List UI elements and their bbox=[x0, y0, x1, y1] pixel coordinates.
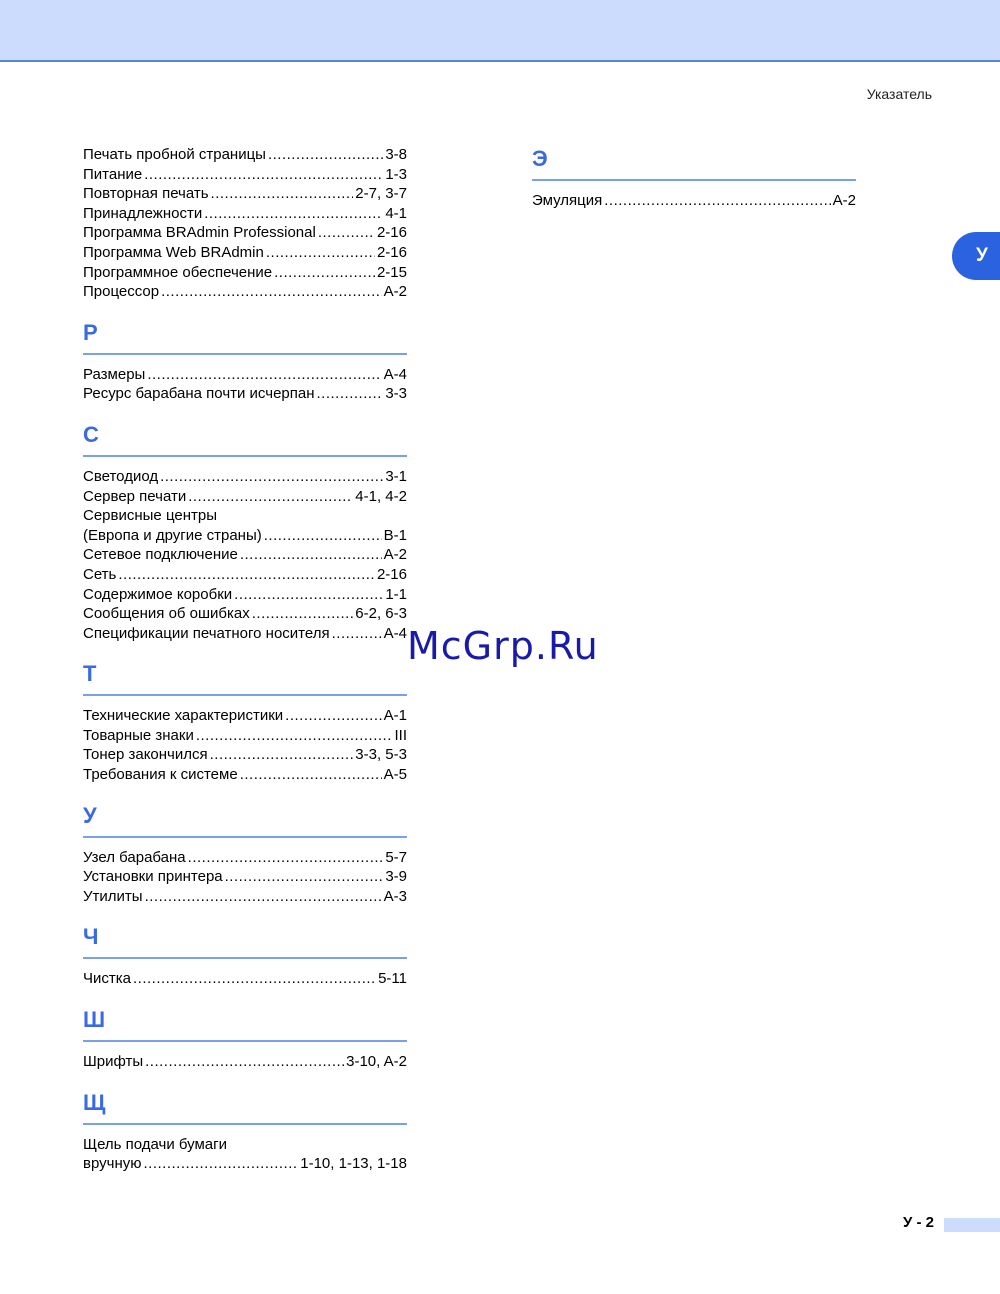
section-letter-heading: Э bbox=[532, 145, 856, 181]
dot-leader bbox=[160, 467, 383, 487]
index-section bbox=[83, 1006, 407, 1072]
index-entry[interactable] bbox=[83, 365, 407, 385]
index-entry-term: Эмуляция bbox=[532, 192, 603, 209]
index-entry-term: Сервер печати bbox=[83, 487, 187, 505]
index-entry-page: 2-7, 3-7 bbox=[355, 185, 407, 203]
index-entry-page: A-2 bbox=[383, 283, 407, 301]
index-entry-page: 3-9 bbox=[385, 868, 407, 886]
section-letter-heading: Т bbox=[83, 660, 407, 696]
dot-leader bbox=[264, 526, 382, 546]
index-entry-term: Программа BRAdmin Professional bbox=[83, 224, 316, 242]
index-entry-term: Сеть bbox=[83, 565, 117, 583]
dot-leader bbox=[252, 604, 354, 624]
index-entry-page: 1-1 bbox=[385, 585, 407, 603]
index-entry-term: Спецификации печатного носителя bbox=[83, 624, 330, 642]
index-entry[interactable] bbox=[83, 745, 407, 765]
index-entry-page: 2-16 bbox=[376, 243, 407, 261]
index-entry-page: 5-7 bbox=[385, 848, 407, 866]
index-entry-term: Товарные знаки bbox=[83, 726, 194, 744]
index-entry-page: 2-16 bbox=[376, 224, 407, 242]
index-entry[interactable] bbox=[532, 191, 856, 211]
index-entry-page: A-2 bbox=[832, 192, 856, 209]
index-entry[interactable] bbox=[83, 184, 407, 204]
dot-leader bbox=[210, 745, 354, 765]
index-entry-term: Установки принтера bbox=[83, 868, 223, 886]
watermark: McGrp.Ru bbox=[407, 624, 599, 668]
dot-leader bbox=[211, 184, 354, 204]
index-entry[interactable] bbox=[83, 1135, 407, 1155]
index-entry-term: Программа Web BRAdmin bbox=[83, 243, 264, 261]
dot-leader bbox=[144, 165, 383, 185]
dot-leader bbox=[118, 565, 375, 585]
index-entry-term: Требования к системе bbox=[83, 766, 238, 784]
index-entry-term: (Европа и другие страны) bbox=[83, 526, 262, 544]
index-sections bbox=[83, 319, 407, 1174]
index-entry-page: 3-1 bbox=[385, 467, 407, 485]
running-header-title: Указатель bbox=[866, 86, 932, 102]
index-entry-page: 2-16 bbox=[376, 565, 407, 583]
dot-leader bbox=[240, 765, 382, 785]
index-entry[interactable] bbox=[83, 145, 407, 165]
index-entry-term: Светодиод bbox=[83, 467, 159, 485]
index-entry[interactable] bbox=[83, 887, 407, 907]
index-entry[interactable] bbox=[83, 165, 407, 185]
index-entry[interactable] bbox=[83, 526, 407, 546]
index-entry-term: Программное обеспечение bbox=[83, 263, 273, 281]
dot-leader bbox=[240, 545, 382, 565]
index-entry[interactable] bbox=[83, 545, 407, 565]
dot-leader bbox=[196, 726, 393, 746]
index-entry[interactable] bbox=[83, 565, 407, 585]
index-entry-term: Щель подачи бумаги bbox=[83, 1135, 228, 1153]
index-entry-term: Чистка bbox=[83, 970, 131, 988]
dot-leader bbox=[332, 624, 382, 644]
dot-leader bbox=[225, 867, 384, 887]
index-entry-page: B-1 bbox=[383, 526, 407, 544]
index-entry-page: III bbox=[394, 726, 407, 744]
dot-leader bbox=[274, 263, 375, 283]
dot-leader bbox=[268, 145, 383, 165]
index-section bbox=[83, 923, 407, 989]
dot-leader bbox=[145, 887, 382, 907]
dot-leader bbox=[204, 204, 383, 224]
index-entry[interactable] bbox=[83, 969, 407, 989]
index-section bbox=[83, 660, 407, 784]
index-entry-term: Технические характеристики bbox=[83, 707, 284, 725]
index-entry-term: Сообщения об ошибках bbox=[83, 605, 250, 623]
index-entry-term: Печать пробной страницы bbox=[83, 146, 266, 163]
page-number: У - 2 bbox=[903, 1214, 935, 1231]
index-entry[interactable] bbox=[83, 204, 407, 224]
index-entry-term: Сервисные центры bbox=[83, 507, 217, 525]
index-entry-term: Ресурс барабана почти исчерпан bbox=[83, 385, 315, 403]
index-entry-term: Узел барабана bbox=[83, 848, 186, 866]
index-entry[interactable] bbox=[83, 867, 407, 887]
index-entry-page: A-4 bbox=[383, 624, 407, 642]
index-column-left bbox=[83, 145, 407, 1174]
index-entry-page: 4-1, 4-2 bbox=[355, 487, 407, 505]
index-entry-page: 3-3 bbox=[385, 385, 407, 403]
index-section bbox=[83, 421, 407, 643]
index-entry-page: 3-8 bbox=[385, 146, 407, 163]
index-entry[interactable] bbox=[83, 848, 407, 868]
dot-leader bbox=[317, 384, 384, 404]
index-entry-page: A-1 bbox=[383, 707, 407, 725]
index-entry-term: Содержимое коробки bbox=[83, 585, 233, 603]
index-entry[interactable] bbox=[83, 467, 407, 487]
index-entry[interactable] bbox=[83, 243, 407, 263]
footer-bar bbox=[944, 1218, 1000, 1232]
dot-leader bbox=[144, 1154, 299, 1174]
index-entry-term: Принадлежности bbox=[83, 204, 203, 222]
index-entry[interactable] bbox=[83, 223, 407, 243]
section-letter-heading: Р bbox=[83, 319, 407, 355]
intro-entries bbox=[83, 145, 407, 302]
chapter-tab[interactable] bbox=[952, 232, 1000, 280]
dot-leader bbox=[266, 243, 375, 263]
index-section bbox=[83, 1089, 407, 1174]
index-entry[interactable] bbox=[83, 726, 407, 746]
index-entry-page: A-4 bbox=[383, 365, 407, 383]
index-entry-term: Тонер закончился bbox=[83, 746, 208, 764]
index-entry[interactable] bbox=[83, 263, 407, 283]
header-band bbox=[0, 0, 1000, 62]
index-entry-page: 1-10, 1-13, 1-18 bbox=[300, 1155, 407, 1173]
index-entry-page: 2-15 bbox=[376, 263, 407, 281]
index-section bbox=[83, 802, 407, 907]
index-entry-term: Сетевое подключение bbox=[83, 546, 238, 564]
index-entry[interactable] bbox=[83, 384, 407, 404]
index-entry-term: Шрифты bbox=[83, 1053, 144, 1071]
index-entry-page: 1-3 bbox=[385, 165, 407, 183]
section-letter-heading: Ч bbox=[83, 923, 407, 959]
index-section bbox=[83, 319, 407, 404]
index-entry[interactable] bbox=[83, 282, 407, 302]
index-entry-page: 3-3, 5-3 bbox=[355, 746, 407, 764]
chapter-tab-label: У bbox=[976, 245, 988, 266]
dot-leader bbox=[604, 191, 830, 211]
dot-leader bbox=[188, 848, 384, 868]
dot-leader bbox=[188, 487, 353, 507]
index-entry-page: 6-2, 6-3 bbox=[355, 605, 407, 623]
index-entry[interactable] bbox=[83, 506, 407, 526]
index-entry[interactable] bbox=[83, 585, 407, 605]
index-entry-page: 3-10, A-2 bbox=[346, 1053, 407, 1071]
index-entry[interactable] bbox=[83, 487, 407, 507]
dot-leader bbox=[285, 706, 382, 726]
dot-leader bbox=[133, 969, 376, 989]
index-entry-term: Размеры bbox=[83, 365, 146, 383]
index-entry-term: Питание bbox=[83, 165, 143, 183]
index-entry[interactable] bbox=[83, 1154, 407, 1174]
dot-leader bbox=[147, 365, 381, 385]
index-entry-page: A-3 bbox=[383, 887, 407, 905]
index-entry-term: Процессор bbox=[83, 283, 160, 301]
index-entry-page: 4-1 bbox=[385, 204, 407, 222]
dot-leader bbox=[161, 282, 382, 302]
index-entry[interactable] bbox=[83, 604, 407, 624]
dot-leader bbox=[145, 1052, 344, 1072]
dot-leader bbox=[234, 585, 383, 605]
index-entry[interactable] bbox=[83, 765, 407, 785]
index-entry-term: вручную bbox=[83, 1155, 142, 1173]
index-entry-page: 5-11 bbox=[378, 970, 407, 988]
index-entry[interactable] bbox=[83, 1052, 407, 1072]
index-entry-page: A-5 bbox=[383, 766, 407, 784]
section-letter-heading: У bbox=[83, 802, 407, 838]
index-column-right bbox=[532, 145, 856, 211]
index-entry[interactable] bbox=[83, 624, 407, 644]
index-entry-term: Повторная печать bbox=[83, 185, 209, 203]
section-letter-heading: Щ bbox=[83, 1089, 407, 1125]
section-letter-heading: С bbox=[83, 421, 407, 457]
section-letter-heading: Ш bbox=[83, 1006, 407, 1042]
index-entry[interactable] bbox=[83, 706, 407, 726]
dot-leader bbox=[318, 223, 375, 243]
index-entry-term: Утилиты bbox=[83, 887, 143, 905]
index-entry-page: A-2 bbox=[383, 546, 407, 564]
index-section bbox=[532, 145, 856, 211]
